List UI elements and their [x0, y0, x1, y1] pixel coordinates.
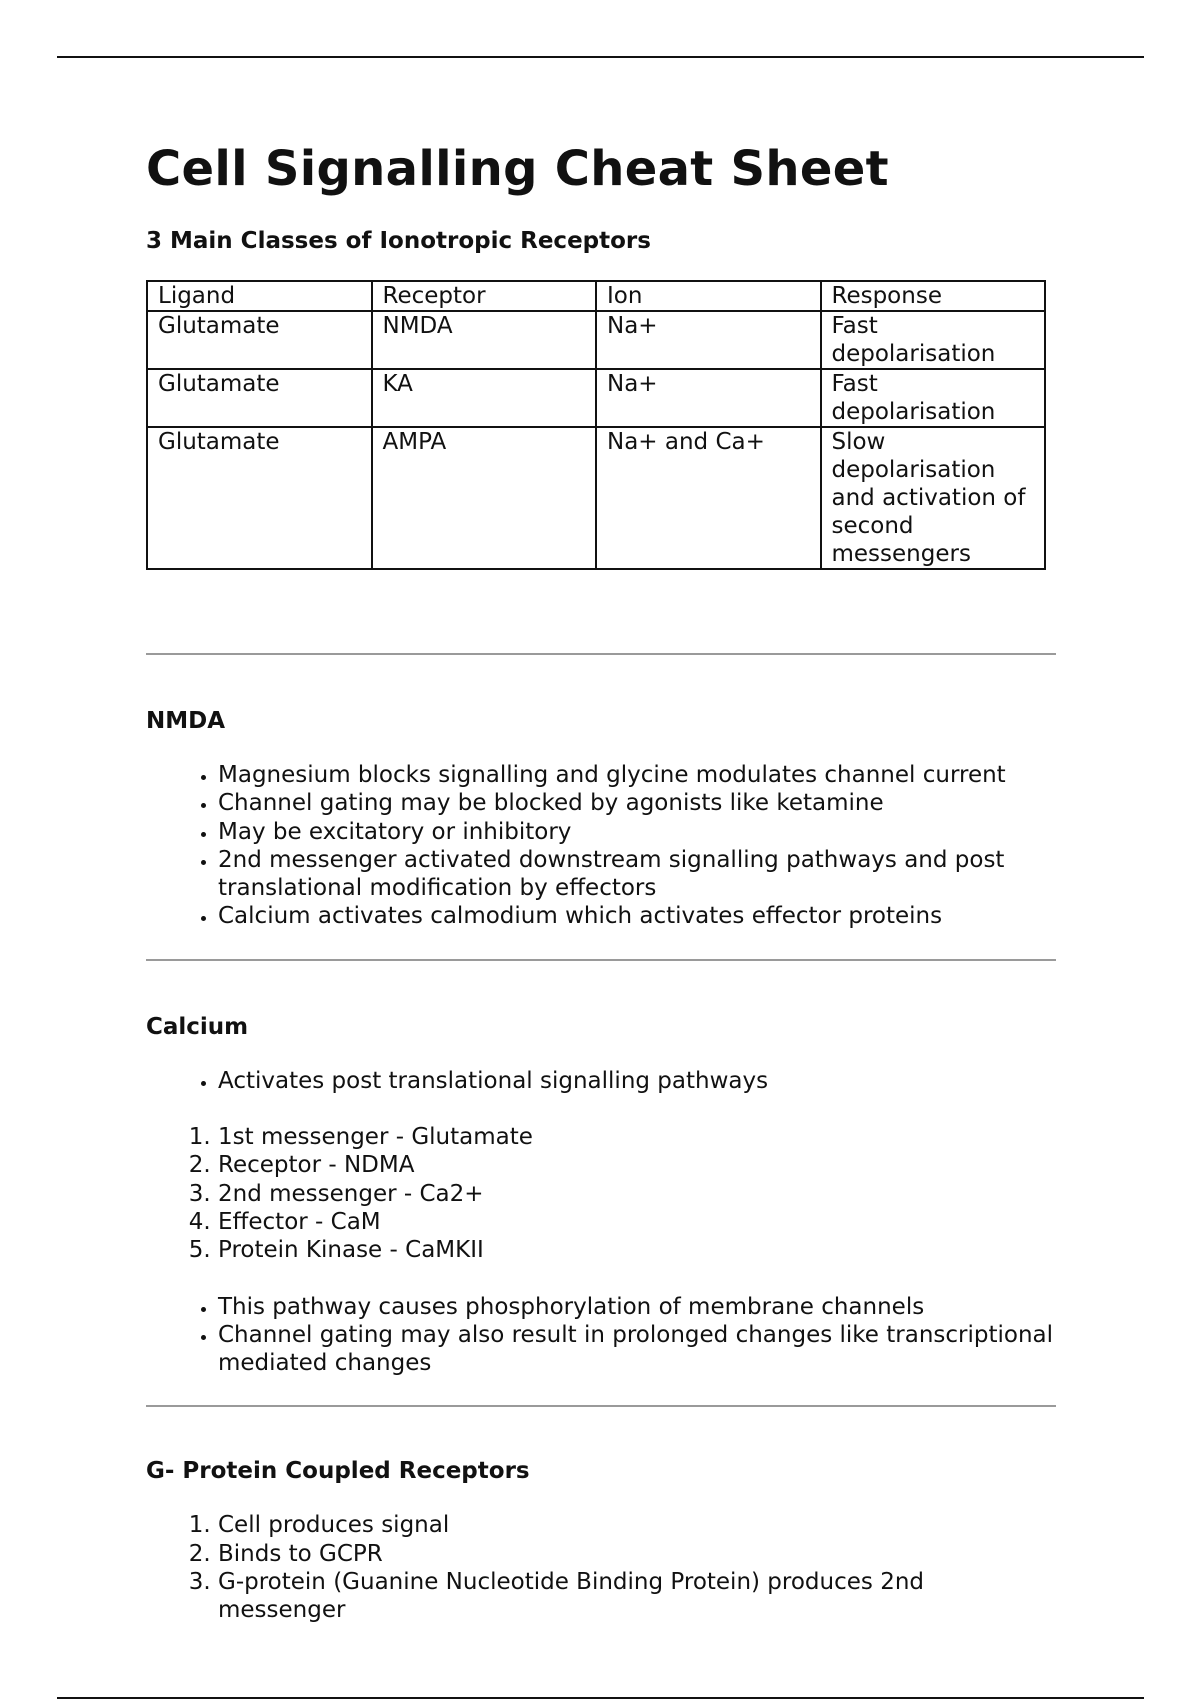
column-header: Response — [821, 281, 1046, 311]
list-item: 1. 1st messenger - Glutamate — [218, 1123, 1056, 1151]
document-content — [146, 140, 1056, 1625]
list-item: • Magnesium blocks signalling and glycine modulates channel current — [218, 761, 1056, 789]
ionotropic-table — [146, 280, 1046, 570]
table-row — [147, 311, 1045, 369]
table-row — [147, 369, 1045, 427]
list-item: 1. Cell produces signal — [218, 1511, 1056, 1539]
calcium-step-list — [146, 1123, 1056, 1264]
page-bottom-rule — [57, 1697, 1144, 1699]
list-item: 3. G-protein (Guanine Nucleotide Binding Protein) produces 2nd messenger — [218, 1568, 1056, 1625]
table-cell: Na+ — [596, 311, 821, 369]
section-divider — [146, 653, 1056, 655]
list-item: • Activates post translational signalling pathways — [218, 1067, 1056, 1095]
section-divider — [146, 959, 1056, 961]
gpcr-heading: G- Protein Coupled Receptors — [146, 1458, 530, 1485]
list-item: 2. Binds to GCPR — [218, 1540, 1056, 1568]
section-divider — [146, 1405, 1056, 1407]
page-title: Cell Signalling Cheat Sheet — [146, 141, 889, 197]
list-item: • 2nd messenger activated downstream signalling pathways and post translational modification by effectors — [218, 846, 1056, 903]
table-cell: Glutamate — [147, 427, 372, 569]
gpcr-step-list — [146, 1511, 1056, 1624]
ionotropic-heading: 3 Main Classes of Ionotropic Receptors — [146, 228, 651, 254]
calcium-heading: Calcium — [146, 1013, 249, 1040]
list-item: • Channel gating may be blocked by agonists like ketamine — [218, 789, 1056, 817]
nmda-heading: NMDA — [146, 708, 226, 734]
column-header: Ion — [596, 281, 821, 311]
table-cell: Na+ — [596, 369, 821, 427]
list-item: • Channel gating may also result in prolonged changes like transcriptional mediated changes — [218, 1321, 1056, 1378]
nmda-bullet-list — [146, 761, 1056, 931]
calcium-bullet-list — [146, 1067, 1056, 1095]
list-item: 5. Protein Kinase - CaMKII — [218, 1236, 1056, 1264]
calcium-pathway-list — [146, 1293, 1056, 1378]
list-item: 3. 2nd messenger - Ca2+ — [218, 1180, 1056, 1208]
table-cell: Fast depolarisation — [821, 369, 1046, 427]
table-cell: Glutamate — [147, 311, 372, 369]
table-cell: Fast depolarisation — [821, 311, 1046, 369]
list-item: 4. Effector - CaM — [218, 1208, 1056, 1236]
column-header: Receptor — [372, 281, 597, 311]
table-cell: NMDA — [372, 311, 597, 369]
list-item: • May be excitatory or inhibitory — [218, 818, 1056, 846]
list-item: • Calcium activates calmodium which activates effector proteins — [218, 902, 1056, 930]
list-item: 2. Receptor - NDMA — [218, 1151, 1056, 1179]
column-header: Ligand — [147, 281, 372, 311]
table-cell: Na+ and Ca+ — [596, 427, 821, 569]
table-cell: AMPA — [372, 427, 597, 569]
table-row — [147, 427, 1045, 569]
list-item: • This pathway causes phosphorylation of membrane channels — [218, 1293, 1056, 1321]
table-cell: Slow depolarisation and activation of second messengers — [821, 427, 1046, 569]
page-top-rule — [57, 56, 1144, 58]
table-cell: Glutamate — [147, 369, 372, 427]
table-cell: KA — [372, 369, 597, 427]
table-header-row — [147, 281, 1045, 311]
